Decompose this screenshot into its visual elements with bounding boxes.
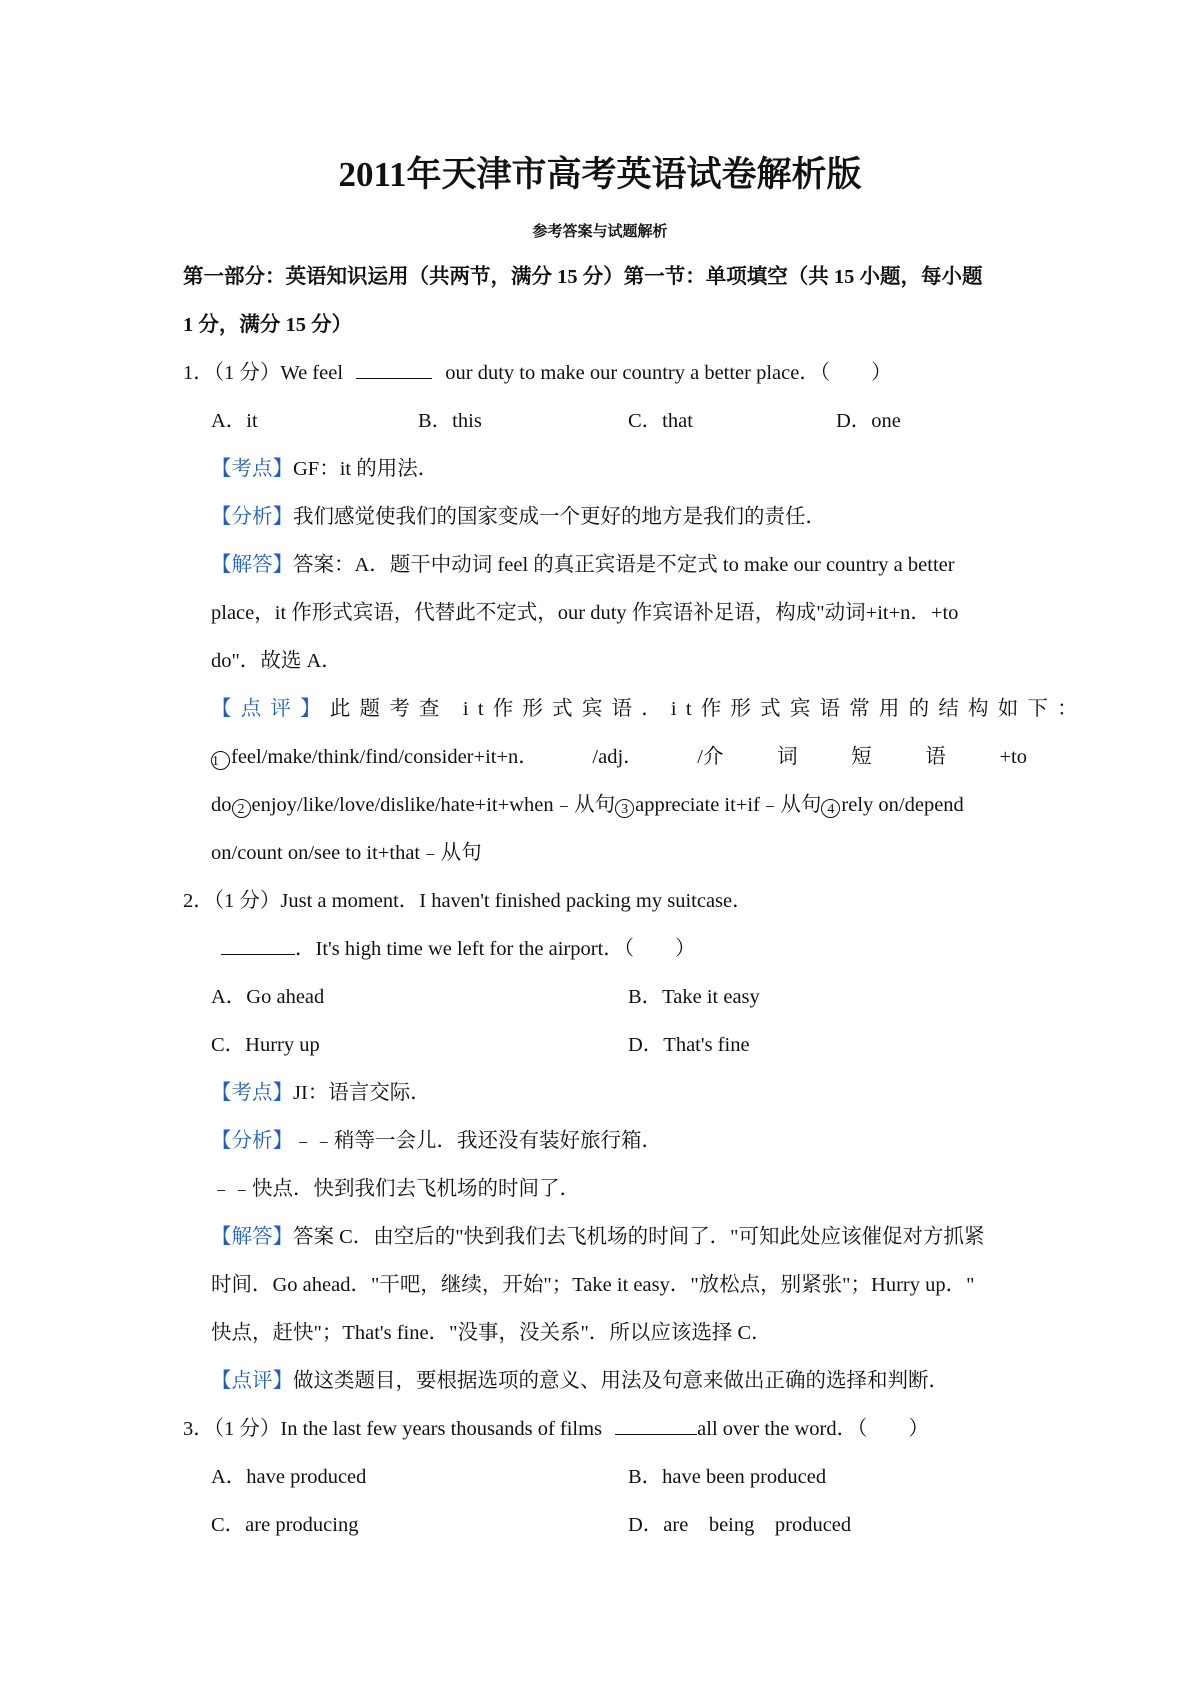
q2-stem-line-2-text: ．It's high time we left for the airport．（ ） (295, 938, 696, 960)
q1-stem-suffix: our duty to make our country a better place．（ ） (445, 362, 892, 384)
q1-kaodian (211, 455, 438, 483)
q3-stem (183, 1415, 929, 1443)
q2-jieda-line-3: 快点，赶快"；That's fine．"没事，没关系"．所以应该选择 C． (211, 1322, 772, 1344)
q3-option-d: D．are being produced (628, 1514, 852, 1536)
q3-option-c: C．are producing (211, 1514, 359, 1536)
q2-stem-line-1: 2．（1 分）Just a moment．I haven't finished packing my suitcase． (183, 890, 753, 912)
q1-dianping-line-2-part-4: 词 (777, 746, 798, 768)
q2-jieda-line-2: 时间．Go ahead．"干吧，继续，开始"；Take it easy．"放松点，别紧张"；Hurry up．" (211, 1274, 975, 1296)
q1-option-c: C．that (628, 410, 693, 432)
q1-dianping-3a: do (211, 794, 232, 816)
q1-blank (356, 360, 432, 379)
q2-dianping-text: 做这类题目，要根据选项的意义、用法及句意来做出正确的选择和判断． (293, 1370, 949, 1392)
q1-dianping-line-2-part-2: /adj． (592, 746, 644, 768)
q2-fenxi (211, 1127, 662, 1155)
q1-fenxi-tag: 【分析】 (211, 506, 293, 528)
q1-dianping-line-2-part-5: 短 (851, 746, 872, 768)
q1-option-b: B．this (418, 410, 482, 432)
q1-fenxi (211, 503, 826, 531)
q3-stem-prefix: 3．（1 分）In the last few years thousands of films (183, 1418, 603, 1440)
q1-jieda-line-1 (211, 551, 955, 579)
q2-fenxi-line-2: ﹣﹣快点．快到我们去飞机场的时间了． (211, 1178, 580, 1200)
q1-dianping-3b: enjoy/like/love/dislike/hate+it+when﹣从句 (251, 794, 616, 816)
circled-number-4: 4 (821, 799, 840, 818)
q3-option-a: A．have produced (211, 1466, 367, 1488)
q2-option-b: B．Take it easy (628, 986, 760, 1008)
q2-fenxi-text-1: ﹣﹣稍等一会儿．我还没有装好旅行箱． (293, 1130, 662, 1152)
q1-dianping-line-3 (211, 791, 964, 819)
q2-blank (221, 936, 295, 955)
q1-dianping-3d: rely on/depend (841, 794, 964, 816)
q1-dianping-line-4: on/count on/see to it+that﹣从句 (211, 842, 482, 864)
q1-jieda-text-1: 答案：A．题干中动词 feel 的真正宾语是不定式 to make our country a better (293, 554, 955, 576)
q3-stem-suffix: all over the word．（ ） (697, 1418, 929, 1440)
q1-dianping-line-2 (211, 743, 1027, 771)
circled-number-3: 3 (615, 799, 634, 818)
q3-option-b: B．have been produced (628, 1466, 827, 1488)
q1-fenxi-text: 我们感觉使我们的国家变成一个更好的地方是我们的责任． (293, 506, 826, 528)
q2-option-c: C．Hurry up (211, 1034, 320, 1056)
q1-dianping-3c: appreciate it+if﹣从句 (635, 794, 822, 816)
q2-dianping-tag: 【点评】 (211, 1370, 293, 1392)
document-title: 2011年天津市高考英语试卷解析版 (338, 155, 862, 194)
q2-jieda-text-1: 答案 C．由空后的"快到我们去飞机场的时间了．"可知此处应该催促对方抓紧 (293, 1226, 985, 1248)
q1-dianping-line-2-part-3: /介 (697, 746, 724, 768)
q2-fenxi-tag: 【分析】 (211, 1130, 293, 1152)
circled-number-2: 2 (232, 799, 251, 818)
q1-stem-prefix: 1．（1 分）We feel (183, 362, 344, 384)
section-heading-line-1: 第一部分：英语知识运用（共两节，满分 15 分）第一节：单项填空（共 15 小题，每小题 (183, 266, 983, 288)
q1-jieda-line-3: do"．故选 A． (211, 650, 342, 672)
q2-kaodian (211, 1079, 431, 1107)
q2-option-a: A．Go ahead (211, 986, 325, 1008)
document-subtitle: 参考答案与试题解析 (532, 224, 668, 240)
q2-kaodian-tag: 【考点】 (211, 1082, 293, 1104)
q2-jieda-line-1 (211, 1223, 985, 1251)
circled-number-1: 1 (211, 751, 230, 770)
q1-stem (183, 359, 892, 387)
q2-jieda-tag: 【解答】 (211, 1226, 293, 1248)
q2-option-d: D．That's fine (628, 1034, 750, 1056)
q1-dianping-line-1 (211, 695, 1087, 723)
q1-dianping-line-2-part-1 (211, 743, 539, 771)
q1-dianping-text-1: 此题考查 it作形式宾语．it作形式宾语常用的结构如下： (329, 698, 1087, 720)
q1-kaodian-tag: 【考点】 (211, 458, 293, 480)
q2-stem-line-2 (221, 935, 696, 963)
section-heading-line-2: 1 分，满分 15 分） (183, 314, 353, 336)
q1-dianping-line-2-part-7: +to (999, 746, 1027, 768)
q3-blank (615, 1416, 697, 1435)
q1-jieda-line-2: place，it 作形式宾语，代替此不定式，our duty 作宾语补足语，构成"动词+it+n．+to (211, 602, 959, 624)
q2-dianping (211, 1367, 949, 1395)
q1-kaodian-text: GF：it 的用法． (293, 458, 439, 480)
q1-option-d: D．one (836, 410, 901, 432)
q2-kaodian-text: JI：语言交际． (293, 1082, 431, 1104)
q1-dianping-line-2-part-6: 语 (925, 746, 946, 768)
q1-option-a: A．it (211, 410, 258, 432)
q1-dianping-tag: 【点评】 (211, 698, 330, 720)
q1-dianping-structure-1: feel/make/think/find/consider+it+n． (231, 746, 539, 768)
q1-jieda-tag: 【解答】 (211, 554, 293, 576)
